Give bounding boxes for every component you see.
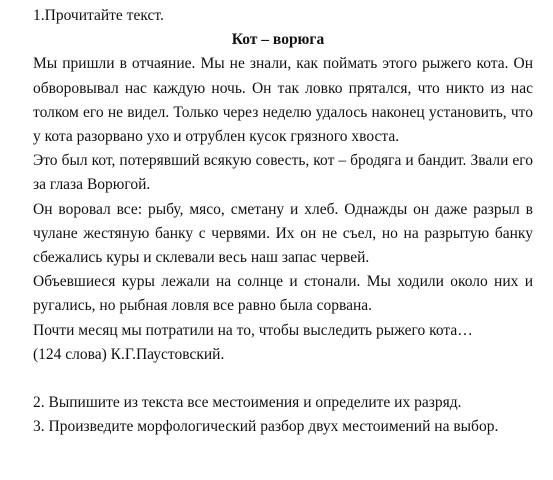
blank-line xyxy=(33,367,533,391)
task-1-heading: 1.Прочитайте текст. xyxy=(33,7,164,24)
paragraph-1: Мы пришли в отчаяние. Мы не знали, как поймать этого рыжего кота. Он обворовывал нас каждую ночь. Он так ловко прятался, что никто из нас толком его не видел. Только через неделю удалось наконец установить, что у кота разорвано ухо и отрублен кусок грязного хвоста. xyxy=(33,55,533,146)
task-2: 2. Выпишите из текста все местоимения и определите их разряд. xyxy=(33,394,462,412)
paragraph-3: Он воровал все: рыбу, мясо, сметану и хлеб. Однажды он даже разрыл в чулане жестяную банку с червями. Их он не съел, но на разрытую банку сбежались куры и склевали весь наш запас червей. xyxy=(33,200,533,267)
paragraph-5: Почти месяц мы потратили на то, чтобы выследить рыжего кота… xyxy=(33,321,473,339)
paragraph-4: Объевшиеся куры лежали на солнце и стонали. Мы ходили около них и ругались, но рыбная ловля все равно была сорвана. xyxy=(33,273,533,315)
word-count-author: (124 слова) К.Г.Паустовский. xyxy=(33,345,225,363)
task-3: 3. Произведите морфологический разбор двух местоимений на выбор. xyxy=(33,418,499,436)
text-title: Кот – ворюга xyxy=(231,31,325,49)
paragraph-2: Это был кот, потерявший всякую совесть, кот – бродяга и бандит. Звали его за глаза Ворюгой. xyxy=(33,152,533,194)
